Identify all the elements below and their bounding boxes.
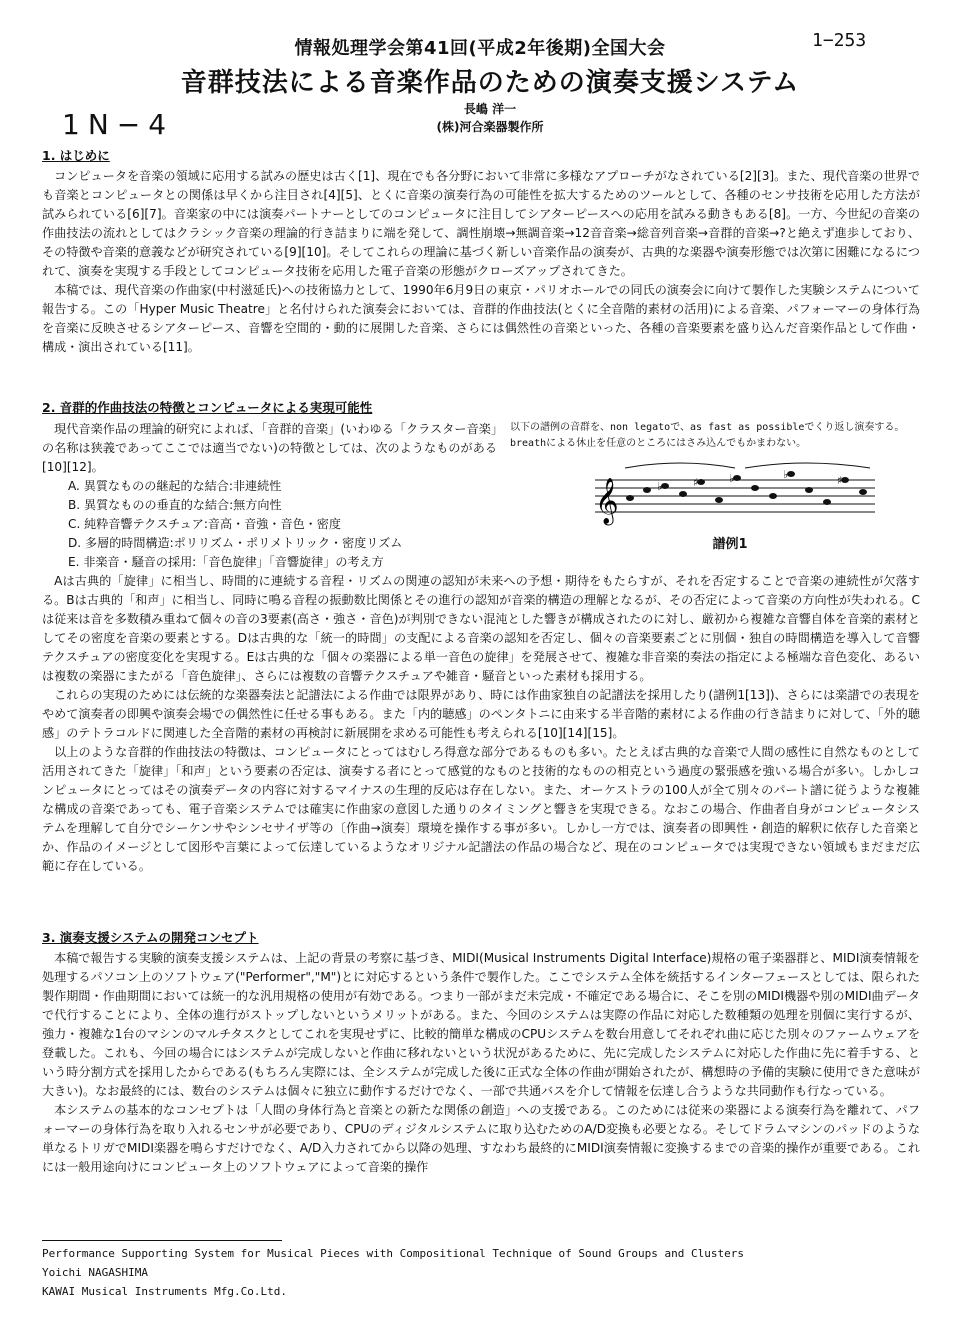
section-introduction [42,146,920,357]
conference-name: 情報処理学会第41回(平成2年後期)全国大会 [294,38,666,59]
staff-lines [595,480,875,512]
paragraph: コンピュータを音楽の領域に応用する試みの歴史は古く[1]、現在でも各分野において非常に多様なアプローチがなされている[2][3]。また、現代音楽の世界でも音楽とコンピュータとの関係は早くから注目され[4][5]、とくに音楽の演奏行為の可能性を拡大するためのツールとして、各種のセンサ技術を応用した方法が試みられている[6][7]。音楽家の中には演奏パートナーとしてのコンピュータに注目してシアターピースへの応用を試みる動きもある[8]。一方、今世紀の音楽の作曲技法の流れとしてはクラシック音楽の理論的行き詰まりに端を発して、調性崩壊→無調音楽→12音音楽→総音列音楽→音群的音楽→?と絶えず進歩しており、その特徴や音楽的意義などが研究されている[9][10]。そしてこれらの理論に基づく新しい音楽作品の演奏が、古典的な楽器や演奏形態では次第に困難になるにつれて、演奏を実現する手段としてコンピュータ技術を応用した電子音楽の形態がクローズアップされてきた。 [42,169,920,278]
author-block [360,100,620,136]
section-2-heading-block [42,398,920,419]
criteria-list [42,477,497,572]
section-2-body [42,572,920,876]
list-item: D. 多層的時間構造:ポリリズム・ポリメトリック・密度リズム [68,536,403,550]
section-3 [42,928,920,1177]
paragraph: 現代音楽作品の理論的研究によれば、「音群的音楽」(いわゆる「クラスター音楽」の名称は狭義であってここでは適当でない)の特徴としては、次のようなものがある[10][12]。 [42,422,497,474]
english-affiliation: KAWAI Musical Instruments Mfg.Co.Ltd. [42,1285,288,1298]
english-author: Yoichi NAGASHIMA [42,1266,148,1279]
section-heading: 1. はじめに [42,148,110,163]
score-instruction: 以下の譜例の音群を、non legatoで、as fast as possibleでくり返し演奏する。breathによる休止を任意のところにはさみ込んでもかまわない。 [510,422,905,449]
section-heading: 2. 音群的作曲技法の特徴とコンピュータによる実現可能性 [42,400,373,415]
list-item: B. 異質なものの垂直的な結合:無方向性 [68,498,282,512]
paragraph: 本システムの基本的なコンセプトは「人間の身体行為と音楽との新たな関係の創造」への支援である。このためには従来の楽器による演奏行為を離れて、パフォーマーの身体行為を取り入れるセンサが必要であり、CPUのディジタルシステムに取り込むためのA/D変換も必要となる。そしてドラムマシンのパッドのような単なるトリガでMIDI楽器を鳴らすだけでなく、A/D入力されてから以降の処理、すなわち最終的にMIDI演奏情報に変換するまでの音楽的操作が重要である。これには一般用途向けにコンピュータ上のソフトウェアによって音楽的操作 [42,1103,920,1174]
music-score-figure [585,460,885,530]
list-item: C. 純粋音響テクスチュア:音高・音強・音色・密度 [68,517,341,531]
treble-clef: 𝄞 [595,478,619,524]
svg-text:♭: ♭ [729,472,735,485]
svg-text:♭: ♭ [783,468,789,481]
english-title: Performance Supporting System for Musical Pieces with Compositional Technique of Sound Groups and Clusters [42,1247,744,1260]
paragraph: Aは古典的「旋律」に相当し、時間的に連続する音程・リズムの関連の認知が未来への予想・期待をもたらすが、それを否定することで音楽の連続性が欠落する。Bは古典的「和声」に相当し、同時に鳴る音程の振動数比関係とその進行の認知が音楽的構造の理解となるが、その否定によって音楽の方向性が失われる。Cは従来は音を多数積み重ねて個々の音の3要素(高さ・強さ・音色)が判別できない混沌とした響きが構成されたのに対し、厳初から複雑な音響自体を音楽的素材としてその密度を音楽の要素とする。Dは古典的な「統一的時間」の支配による音楽の認知を否定し、個々の音楽要素ごとに別個・独自の時間構造を導入して音響テクスチュアの密度変化を実現する。Eは古典的な「個々の楽器による単一音色の旋律」を発展させて、複雑な非音楽的奏法の指定による極端な音色変化、あるいは複数の楽器にまたがる「音色旋律」、さらには複数の音響テクスチュアや雑音・騒音といった素材も採用する。 [42,574,920,683]
svg-text:♯: ♯ [693,476,699,489]
score-caption: 譜例1 [712,537,748,552]
svg-text:♯: ♯ [837,474,843,487]
list-item: A. 異質なものの継起的な結合:非連続性 [68,479,282,493]
paper-code: 1N−4 [62,108,175,141]
footer-divider [42,1240,282,1241]
slurs [625,463,870,468]
svg-text:♭: ♭ [657,480,663,493]
paragraph: 以上のような音群的作曲技法の特徴は、コンピュータにとってはむしろ得意な部分であるものも多い。たとえば古典的な音楽で人間の感性に自然なものとして活用されてきた「旋律」「和声」という要素の否定は、演奏する者にとって感覚的なものと技術的なものの相克という過度の緊張感を強いる場合が多い。しかしコンピュータにとってはその演奏データの内容に対するマイナスの生理的反応は存在しない。また、オーケストラの100人が全て別々のパート譜に従うような複雑な構成の音楽であっても、電子音楽システムでは確実に作曲家の意図した通りのタイミングと響きを実現できる。なおこの場合、作曲者自身がコンピュータシステムを理解して自分でシーケンサやシンセサイザ等の〔作曲→演奏〕環境を操作する事が多い。しかし一方では、演奏者の即興性・創造的解釈に依存した音楽とか、作品のイメージとして図形や言葉によって伝達しているようなオリジナル記譜法の作品の場合など、現在のコンピュータでは実現できない領域もまだまだ広範に存在している。 [42,745,920,873]
page-number: 1−253 [812,30,867,51]
paper-title: 音群技法による音楽作品のための演奏支援システム [180,68,800,98]
paragraph: 本稿で報告する実験的演奏支援システムは、上記の背景の考察に基づき、MIDI(Musical Instruments Digital Interface)規格の電子楽器群と、MIDI演奏情報を処理するパソコン上のソフトウェア("Performer","M")とに対応するという条件で製作した。ここでシステム全体を統括するインターフェースとしては、限られた製作期間・作曲期間においては統一的な汎用規格の使用が有効である。つまり一部がまだ未完成・不確定である場合に、そこを別のMIDI機器や別のMIDI曲データで代行することにより、全体の進行がストップしないというメリットがある。また、今回のシステムは実際の作品に対応した数種類の処理を別個に実行するが、強力・複雑な1台のマシンのマルチタスクとしてこれを実現せずに、比較的簡単な構成のCPUシステムを数台用意してそれぞれ曲に応じた別々のファームウェアを登載した。これも、今回の場合にはシステムが完成しないと作曲に移れないという状況があるために、先に完成したシステムに対応した作曲に先に着手する、という時分割方式を採用したからである(もちろん実際には、全システムが完成した後に正式な全体の作曲が開始されたが、構想時の予備的実験に使用できた意味が大きい)。なお最終的には、数台のシステムは個々に独立に動作するだけでなく、一部で共通バスを介して情報を伝達し合うような共同動作も行なっている。 [42,951,920,1098]
author-name: 長嶋 洋一 [463,102,517,116]
section-2-intro [42,420,497,572]
list-item: E. 非楽音・騒音の採用:「音色旋律」「音響旋律」の考え方 [68,555,384,569]
section-heading: 3. 演奏支援システムの開発コンセプト [42,930,259,945]
author-affiliation: (株)河合楽器製作所 [436,120,544,134]
paragraph: これらの実現のためには伝統的な楽器奏法と記譜法による作曲では限界があり、時には作曲家独自の記譜法を採用したり(譜例1[13])、さらには楽譜での表現をやめて演奏者の即興や演奏会場での偶然性に任せる事もある。また「内的聴感」のペンタトニに由来する半音階的素材による作曲の行き詰まりに対して、「外的聴感」のテトラコルドに関連した全音階的素材の再検討に新展開を求める可能性も考えられる[10][14][15]。 [42,688,920,740]
english-footer [42,1244,744,1301]
paragraph: 本稿では、現代音楽の作曲家(中村滋延氏)への技術協力として、1990年6月9日の東京・パリオホールでの同氏の演奏会に向けて製作した実験システムについて報告する。この「Hyper Music Theatre」と名付けられた演奏会においては、音群的作曲技法(とくに全音階的素材の活用)による音楽、パフォーマーの身体行為を音楽に反映させるシアターピース、音響を空間的・動的に展開した音楽、さらには偶然性の音楽といった、各種の音楽要素を盛り込んだ音楽作品として作曲・構成・演出されている[11]。 [42,283,920,354]
